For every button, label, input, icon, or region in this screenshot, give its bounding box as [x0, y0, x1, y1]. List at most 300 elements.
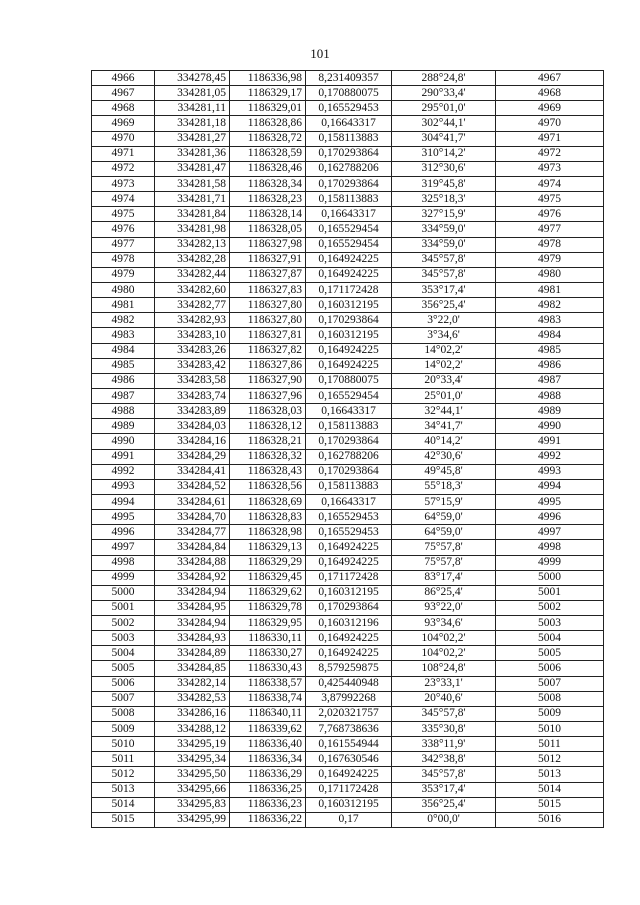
table-row — [92, 449, 604, 464]
table-row — [92, 373, 604, 388]
x-coordinate-cell: 334284,93 — [155, 631, 230, 646]
x-coordinate-cell: 334281,18 — [155, 116, 230, 131]
y-coordinate-cell: 1186328,98 — [230, 525, 306, 540]
table-row — [92, 282, 604, 297]
x-coordinate-cell: 334283,58 — [155, 373, 230, 388]
point-number-cell: 4989 — [92, 419, 155, 434]
table-row — [92, 222, 604, 237]
bearing-cell: 55°18,3' — [392, 479, 496, 494]
bearing-cell: 325°18,3' — [392, 192, 496, 207]
x-coordinate-cell: 334295,19 — [155, 737, 230, 752]
distance-cell: 0,165529454 — [306, 388, 392, 403]
table-row — [92, 616, 604, 631]
table-row — [92, 404, 604, 419]
distance-cell: 0,16643317 — [306, 116, 392, 131]
distance-cell: 0,165529453 — [306, 510, 392, 525]
bearing-cell: 342°38,8' — [392, 752, 496, 767]
x-coordinate-cell: 334284,03 — [155, 419, 230, 434]
y-coordinate-cell: 1186336,40 — [230, 737, 306, 752]
table-row — [92, 252, 604, 267]
x-coordinate-cell: 334282,93 — [155, 313, 230, 328]
distance-cell: 0,158113883 — [306, 479, 392, 494]
table-row — [92, 328, 604, 343]
distance-cell: 0,164924225 — [306, 767, 392, 782]
x-coordinate-cell: 334281,11 — [155, 101, 230, 116]
next-point-cell: 4982 — [496, 298, 604, 313]
next-point-cell: 5005 — [496, 646, 604, 661]
x-coordinate-cell: 334284,16 — [155, 434, 230, 449]
x-coordinate-cell: 334282,13 — [155, 237, 230, 252]
next-point-cell: 5011 — [496, 737, 604, 752]
next-point-cell: 5007 — [496, 676, 604, 691]
table-row — [92, 631, 604, 646]
bearing-cell: 334°59,0' — [392, 222, 496, 237]
point-number-cell: 4979 — [92, 267, 155, 282]
next-point-cell: 4987 — [496, 373, 604, 388]
distance-cell: 0,170880075 — [306, 373, 392, 388]
bearing-cell: 312°30,6' — [392, 161, 496, 176]
bearing-cell: 40°14,2' — [392, 434, 496, 449]
x-coordinate-cell: 334283,26 — [155, 343, 230, 358]
table-row — [92, 176, 604, 191]
point-number-cell: 4984 — [92, 343, 155, 358]
next-point-cell: 4977 — [496, 222, 604, 237]
next-point-cell: 5010 — [496, 722, 604, 737]
x-coordinate-cell: 334286,16 — [155, 706, 230, 721]
table-row — [92, 661, 604, 676]
distance-cell: 0,160312195 — [306, 797, 392, 812]
point-number-cell: 4983 — [92, 328, 155, 343]
x-coordinate-cell: 334284,88 — [155, 555, 230, 570]
point-number-cell: 5014 — [92, 797, 155, 812]
x-coordinate-cell: 334284,94 — [155, 616, 230, 631]
point-number-cell: 4976 — [92, 222, 155, 237]
x-coordinate-cell: 334282,28 — [155, 252, 230, 267]
y-coordinate-cell: 1186329,13 — [230, 540, 306, 555]
y-coordinate-cell: 1186328,43 — [230, 464, 306, 479]
next-point-cell: 4973 — [496, 161, 604, 176]
point-number-cell: 4981 — [92, 298, 155, 313]
next-point-cell: 4997 — [496, 525, 604, 540]
next-point-cell: 5009 — [496, 706, 604, 721]
point-number-cell: 4997 — [92, 540, 155, 555]
y-coordinate-cell: 1186338,74 — [230, 691, 306, 706]
distance-cell: 0,164924225 — [306, 540, 392, 555]
x-coordinate-cell: 334284,95 — [155, 600, 230, 615]
y-coordinate-cell: 1186328,21 — [230, 434, 306, 449]
bearing-cell: 83°17,4' — [392, 570, 496, 585]
next-point-cell: 4984 — [496, 328, 604, 343]
next-point-cell: 5000 — [496, 570, 604, 585]
bearing-cell: 334°59,0' — [392, 237, 496, 252]
point-number-cell: 4986 — [92, 373, 155, 388]
y-coordinate-cell: 1186327,83 — [230, 282, 306, 297]
y-coordinate-cell: 1186328,46 — [230, 161, 306, 176]
bearing-cell: 64°59,0' — [392, 525, 496, 540]
bearing-cell: 290°33,4' — [392, 86, 496, 101]
point-number-cell: 4967 — [92, 86, 155, 101]
y-coordinate-cell: 1186327,80 — [230, 298, 306, 313]
bearing-cell: 14°02,2' — [392, 358, 496, 373]
x-coordinate-cell: 334288,12 — [155, 722, 230, 737]
point-number-cell: 4996 — [92, 525, 155, 540]
table-row — [92, 525, 604, 540]
x-coordinate-cell: 334284,52 — [155, 479, 230, 494]
point-number-cell: 5006 — [92, 676, 155, 691]
bearing-cell: 302°44,1' — [392, 116, 496, 131]
next-point-cell: 4981 — [496, 282, 604, 297]
distance-cell: 0,171172428 — [306, 782, 392, 797]
x-coordinate-cell: 334282,60 — [155, 282, 230, 297]
y-coordinate-cell: 1186336,98 — [230, 71, 306, 86]
table-row — [92, 752, 604, 767]
next-point-cell: 4985 — [496, 343, 604, 358]
next-point-cell: 4974 — [496, 176, 604, 191]
bearing-cell: 338°11,9' — [392, 737, 496, 752]
point-number-cell: 4995 — [92, 510, 155, 525]
point-number-cell: 4993 — [92, 479, 155, 494]
table-row — [92, 585, 604, 600]
table-row — [92, 101, 604, 116]
point-number-cell: 5005 — [92, 661, 155, 676]
x-coordinate-cell: 334281,58 — [155, 176, 230, 191]
bearing-cell: 304°41,7' — [392, 131, 496, 146]
point-number-cell: 4998 — [92, 555, 155, 570]
point-number-cell: 5004 — [92, 646, 155, 661]
point-number-cell: 5009 — [92, 722, 155, 737]
next-point-cell: 4989 — [496, 404, 604, 419]
x-coordinate-cell: 334282,14 — [155, 676, 230, 691]
distance-cell: 3,87992268 — [306, 691, 392, 706]
bearing-cell: 32°44,1' — [392, 404, 496, 419]
y-coordinate-cell: 1186328,72 — [230, 131, 306, 146]
point-number-cell: 4970 — [92, 131, 155, 146]
x-coordinate-cell: 334284,70 — [155, 510, 230, 525]
y-coordinate-cell: 1186327,82 — [230, 343, 306, 358]
distance-cell: 0,158113883 — [306, 192, 392, 207]
x-coordinate-cell: 334284,89 — [155, 646, 230, 661]
bearing-cell: 0°00,0' — [392, 812, 496, 827]
next-point-cell: 4988 — [496, 388, 604, 403]
y-coordinate-cell: 1186329,01 — [230, 101, 306, 116]
distance-cell: 7,768738636 — [306, 722, 392, 737]
distance-cell: 0,161554944 — [306, 737, 392, 752]
table-row — [92, 116, 604, 131]
point-number-cell: 5001 — [92, 600, 155, 615]
table-row — [92, 767, 604, 782]
x-coordinate-cell: 334278,45 — [155, 71, 230, 86]
table-row — [92, 207, 604, 222]
x-coordinate-cell: 334281,84 — [155, 207, 230, 222]
bearing-cell: 25°01,0' — [392, 388, 496, 403]
x-coordinate-cell: 334281,71 — [155, 192, 230, 207]
point-number-cell: 5007 — [92, 691, 155, 706]
bearing-cell: 86°25,4' — [392, 585, 496, 600]
table-row — [92, 419, 604, 434]
next-point-cell: 4996 — [496, 510, 604, 525]
table-row — [92, 737, 604, 752]
table-row — [92, 812, 604, 827]
point-number-cell: 4980 — [92, 282, 155, 297]
y-coordinate-cell: 1186327,90 — [230, 373, 306, 388]
next-point-cell: 5003 — [496, 616, 604, 631]
distance-cell: 0,164924225 — [306, 646, 392, 661]
x-coordinate-cell: 334281,27 — [155, 131, 230, 146]
point-number-cell: 4978 — [92, 252, 155, 267]
point-number-cell: 4990 — [92, 434, 155, 449]
next-point-cell: 4968 — [496, 86, 604, 101]
bearing-cell: 20°33,4' — [392, 373, 496, 388]
x-coordinate-cell: 334284,85 — [155, 661, 230, 676]
distance-cell: 0,165529454 — [306, 237, 392, 252]
table-row — [92, 494, 604, 509]
y-coordinate-cell: 1186336,22 — [230, 812, 306, 827]
x-coordinate-cell: 334284,41 — [155, 464, 230, 479]
x-coordinate-cell: 334295,34 — [155, 752, 230, 767]
bearing-cell: 335°30,8' — [392, 722, 496, 737]
bearing-cell: 345°57,8' — [392, 252, 496, 267]
point-number-cell: 4991 — [92, 449, 155, 464]
table-row — [92, 161, 604, 176]
y-coordinate-cell: 1186330,11 — [230, 631, 306, 646]
y-coordinate-cell: 1186328,69 — [230, 494, 306, 509]
x-coordinate-cell: 334282,44 — [155, 267, 230, 282]
next-point-cell: 4986 — [496, 358, 604, 373]
y-coordinate-cell: 1186329,95 — [230, 616, 306, 631]
x-coordinate-cell: 334282,53 — [155, 691, 230, 706]
next-point-cell: 4975 — [496, 192, 604, 207]
bearing-cell: 356°25,4' — [392, 298, 496, 313]
point-number-cell: 4999 — [92, 570, 155, 585]
y-coordinate-cell: 1186327,86 — [230, 358, 306, 373]
point-number-cell: 4977 — [92, 237, 155, 252]
point-number-cell: 5000 — [92, 585, 155, 600]
y-coordinate-cell: 1186327,80 — [230, 313, 306, 328]
x-coordinate-cell: 334281,05 — [155, 86, 230, 101]
distance-cell: 0,162788206 — [306, 161, 392, 176]
table-row — [92, 146, 604, 161]
table-row — [92, 510, 604, 525]
bearing-cell: 310°14,2' — [392, 146, 496, 161]
distance-cell: 0,162788206 — [306, 449, 392, 464]
bearing-cell: 345°57,8' — [392, 706, 496, 721]
y-coordinate-cell: 1186327,91 — [230, 252, 306, 267]
bearing-cell: 34°41,7' — [392, 419, 496, 434]
x-coordinate-cell: 334284,29 — [155, 449, 230, 464]
x-coordinate-cell: 334284,84 — [155, 540, 230, 555]
point-number-cell: 4982 — [92, 313, 155, 328]
x-coordinate-cell: 334284,61 — [155, 494, 230, 509]
page-number: 101 — [310, 46, 330, 61]
bearing-cell: 319°45,8' — [392, 176, 496, 191]
distance-cell: 0,164924225 — [306, 343, 392, 358]
next-point-cell: 5012 — [496, 752, 604, 767]
bearing-cell: 75°57,8' — [392, 555, 496, 570]
next-point-cell: 4978 — [496, 237, 604, 252]
bearing-cell: 288°24,8' — [392, 71, 496, 86]
bearing-cell: 93°34,6' — [392, 616, 496, 631]
distance-cell: 0,165529454 — [306, 222, 392, 237]
next-point-cell: 4967 — [496, 71, 604, 86]
table-row — [92, 71, 604, 86]
x-coordinate-cell: 334283,10 — [155, 328, 230, 343]
table-row — [92, 434, 604, 449]
x-coordinate-cell: 334283,89 — [155, 404, 230, 419]
bearing-cell: 3°34,6' — [392, 328, 496, 343]
table-row — [92, 192, 604, 207]
table-row — [92, 600, 604, 615]
bearing-cell: 20°40,6' — [392, 691, 496, 706]
x-coordinate-cell: 334295,83 — [155, 797, 230, 812]
x-coordinate-cell: 334283,74 — [155, 388, 230, 403]
table-row — [92, 479, 604, 494]
table-row — [92, 313, 604, 328]
y-coordinate-cell: 1186330,43 — [230, 661, 306, 676]
x-coordinate-cell: 334281,36 — [155, 146, 230, 161]
y-coordinate-cell: 1186328,56 — [230, 479, 306, 494]
next-point-cell: 4994 — [496, 479, 604, 494]
next-point-cell: 4993 — [496, 464, 604, 479]
y-coordinate-cell: 1186327,98 — [230, 237, 306, 252]
table-row — [92, 388, 604, 403]
x-coordinate-cell: 334283,42 — [155, 358, 230, 373]
table-row — [92, 797, 604, 812]
bearing-cell: 104°02,2' — [392, 631, 496, 646]
x-coordinate-cell: 334295,50 — [155, 767, 230, 782]
x-coordinate-cell: 334295,99 — [155, 812, 230, 827]
table-row — [92, 267, 604, 282]
y-coordinate-cell: 1186329,62 — [230, 585, 306, 600]
bearing-cell: 23°33,1' — [392, 676, 496, 691]
next-point-cell: 4998 — [496, 540, 604, 555]
next-point-cell: 5016 — [496, 812, 604, 827]
x-coordinate-cell: 334284,77 — [155, 525, 230, 540]
point-number-cell: 5002 — [92, 616, 155, 631]
bearing-cell: 42°30,6' — [392, 449, 496, 464]
distance-cell: 8,231409357 — [306, 71, 392, 86]
table-row — [92, 358, 604, 373]
point-number-cell: 4975 — [92, 207, 155, 222]
table-row — [92, 691, 604, 706]
bearing-cell: 353°17,4' — [392, 782, 496, 797]
next-point-cell: 5006 — [496, 661, 604, 676]
y-coordinate-cell: 1186328,14 — [230, 207, 306, 222]
point-number-cell: 5012 — [92, 767, 155, 782]
y-coordinate-cell: 1186328,23 — [230, 192, 306, 207]
next-point-cell: 4991 — [496, 434, 604, 449]
next-point-cell: 5008 — [496, 691, 604, 706]
distance-cell: 0,167630546 — [306, 752, 392, 767]
bearing-cell: 64°59,0' — [392, 510, 496, 525]
point-number-cell: 4994 — [92, 494, 155, 509]
coordinates-table — [91, 70, 604, 828]
next-point-cell: 5014 — [496, 782, 604, 797]
distance-cell: 0,160312195 — [306, 585, 392, 600]
y-coordinate-cell: 1186327,87 — [230, 267, 306, 282]
next-point-cell: 4969 — [496, 101, 604, 116]
distance-cell: 0,171172428 — [306, 282, 392, 297]
y-coordinate-cell: 1186328,03 — [230, 404, 306, 419]
next-point-cell: 4995 — [496, 494, 604, 509]
y-coordinate-cell: 1186336,34 — [230, 752, 306, 767]
bearing-cell: 345°57,8' — [392, 267, 496, 282]
bearing-cell: 104°02,2' — [392, 646, 496, 661]
bearing-cell: 75°57,8' — [392, 540, 496, 555]
next-point-cell: 4972 — [496, 146, 604, 161]
point-number-cell: 5015 — [92, 812, 155, 827]
table-row — [92, 782, 604, 797]
table-row — [92, 540, 604, 555]
y-coordinate-cell: 1186328,32 — [230, 449, 306, 464]
bearing-cell: 14°02,2' — [392, 343, 496, 358]
distance-cell: 0,171172428 — [306, 570, 392, 585]
y-coordinate-cell: 1186338,57 — [230, 676, 306, 691]
bearing-cell: 49°45,8' — [392, 464, 496, 479]
next-point-cell: 5004 — [496, 631, 604, 646]
distance-cell: 0,165529453 — [306, 101, 392, 116]
distance-cell: 0,160312195 — [306, 328, 392, 343]
distance-cell: 0,164924225 — [306, 267, 392, 282]
distance-cell: 0,164924225 — [306, 358, 392, 373]
point-number-cell: 4987 — [92, 388, 155, 403]
distance-cell: 0,170293864 — [306, 146, 392, 161]
point-number-cell: 5013 — [92, 782, 155, 797]
table-row — [92, 86, 604, 101]
y-coordinate-cell: 1186336,25 — [230, 782, 306, 797]
point-number-cell: 5011 — [92, 752, 155, 767]
point-number-cell: 4966 — [92, 71, 155, 86]
point-number-cell: 4971 — [92, 146, 155, 161]
y-coordinate-cell: 1186329,29 — [230, 555, 306, 570]
distance-cell: 0,170880075 — [306, 86, 392, 101]
table-body — [92, 71, 604, 828]
distance-cell: 0,16643317 — [306, 207, 392, 222]
bearing-cell: 3°22,0' — [392, 313, 496, 328]
point-number-cell: 4972 — [92, 161, 155, 176]
table-row — [92, 570, 604, 585]
table-row — [92, 676, 604, 691]
distance-cell: 0,16643317 — [306, 494, 392, 509]
x-coordinate-cell: 334282,77 — [155, 298, 230, 313]
distance-cell: 0,158113883 — [306, 419, 392, 434]
bearing-cell: 295°01,0' — [392, 101, 496, 116]
next-point-cell: 4970 — [496, 116, 604, 131]
y-coordinate-cell: 1186329,45 — [230, 570, 306, 585]
distance-cell: 0,160312195 — [306, 298, 392, 313]
next-point-cell: 4979 — [496, 252, 604, 267]
distance-cell: 0,170293864 — [306, 600, 392, 615]
x-coordinate-cell: 334284,92 — [155, 570, 230, 585]
point-number-cell: 4973 — [92, 176, 155, 191]
point-number-cell: 4988 — [92, 404, 155, 419]
x-coordinate-cell: 334295,66 — [155, 782, 230, 797]
distance-cell: 0,164924225 — [306, 555, 392, 570]
next-point-cell: 4992 — [496, 449, 604, 464]
table-row — [92, 298, 604, 313]
table-row — [92, 343, 604, 358]
next-point-cell: 5002 — [496, 600, 604, 615]
y-coordinate-cell: 1186327,96 — [230, 388, 306, 403]
distance-cell: 2,020321757 — [306, 706, 392, 721]
bearing-cell: 353°17,4' — [392, 282, 496, 297]
y-coordinate-cell: 1186336,23 — [230, 797, 306, 812]
next-point-cell: 4971 — [496, 131, 604, 146]
distance-cell: 0,170293864 — [306, 313, 392, 328]
bearing-cell: 345°57,8' — [392, 767, 496, 782]
x-coordinate-cell: 334281,47 — [155, 161, 230, 176]
next-point-cell: 5001 — [496, 585, 604, 600]
x-coordinate-cell: 334284,94 — [155, 585, 230, 600]
